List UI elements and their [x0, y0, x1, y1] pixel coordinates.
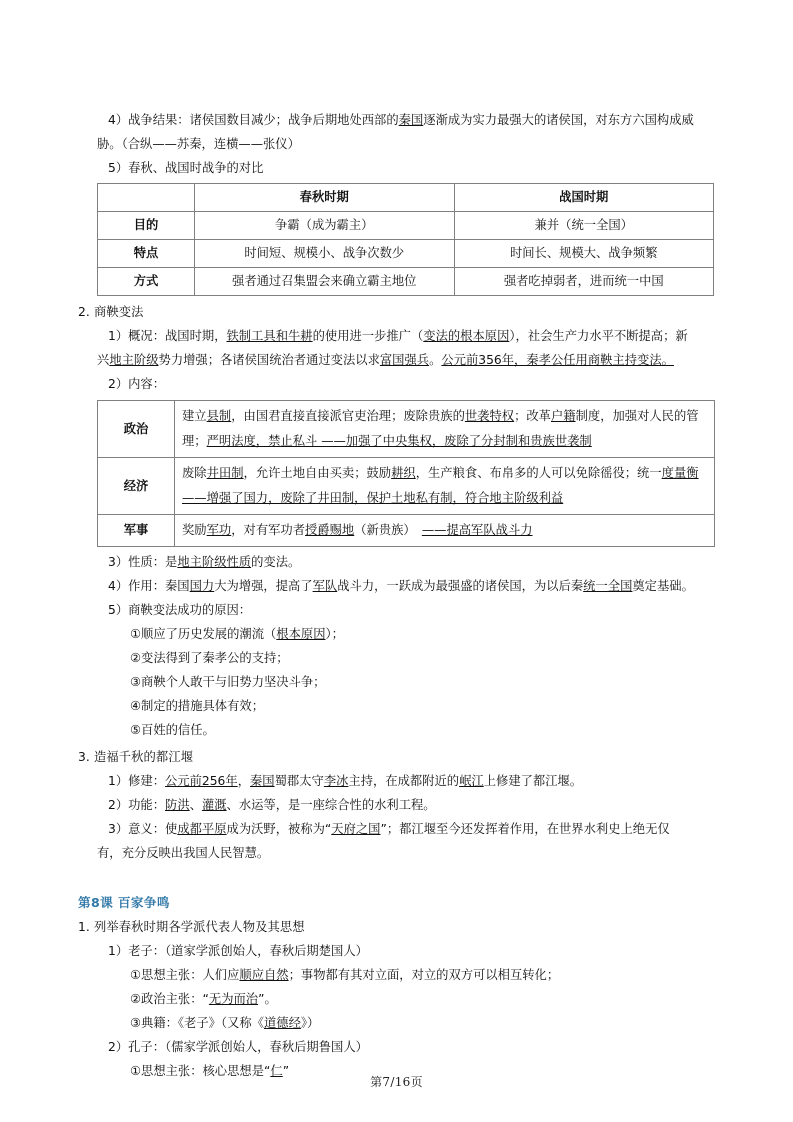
nature-underline: 地主阶级性质: [177, 555, 252, 569]
overview-mid1: 的使用进一步推广（: [312, 329, 424, 343]
mean-pre: 3）意义：使: [108, 822, 178, 836]
paragraph-laozi-label: [78, 939, 718, 963]
table-row: [98, 268, 714, 296]
effect-mid2: 战斗力，一跃成为最强盛的诸侯国，为以后秦: [337, 579, 584, 593]
content-label-text: 2）内容：: [108, 377, 166, 391]
kongzi-1-underline: 仁: [270, 1064, 283, 1078]
mean-underline-tianfu: 天府之国: [331, 822, 381, 836]
economy-pre: 废除: [182, 466, 207, 480]
overview-mid2: ），社会生产力水平不断提高；新: [509, 329, 688, 343]
reason-1-pre: ①顺应了历史发展的潮流（: [130, 627, 277, 641]
politics-line-2: [182, 429, 707, 454]
paragraph-dujiangyan-build: [78, 769, 718, 793]
table-shangyang-reform-content: [97, 400, 715, 547]
lesson8-q1-text: 1. 列举春秋时期各学派代表人物及其思想: [78, 920, 305, 934]
cell-purpose-chunqiu: 争霸（成为霸主）: [195, 212, 455, 240]
laozi-1-underline: 顺应自然: [239, 968, 289, 982]
func-underline-irrigation: 灌溉: [201, 798, 227, 812]
cell-purpose-zhanguo: 兼并（统一全国）: [454, 212, 714, 240]
overview-line2b: 势力增强；各诸侯国统治者通过变法以求: [158, 353, 380, 367]
laozi-3-underline: 道德经: [264, 1016, 301, 1030]
row-label-features: 特点: [98, 240, 195, 268]
effect-mid1: 大为增强，提高了: [214, 579, 313, 593]
kongzi-1-pre: ①思想主张：核心思想是“: [130, 1064, 271, 1078]
build-post: 上修建了都江堰。: [483, 774, 583, 788]
military-underline-result: ——提高军队战斗力: [421, 523, 533, 537]
cell-economy-content: [175, 458, 715, 515]
politics-l2-pre: 理；: [182, 434, 207, 448]
economy-underline-jingtian: 井田制: [206, 466, 244, 480]
reason-3-text: ③商鞅个人敢干与旧势力坚决斗争；: [130, 675, 326, 689]
reason-1-post: ）；: [325, 627, 344, 641]
table-row: [98, 240, 714, 268]
politics-mid1: ，由国君直接直接派官吏治理；废除贵族的: [231, 409, 465, 423]
laozi-2-post: ”。: [258, 992, 277, 1006]
war-result-underline-qinguo: 秦国: [398, 113, 424, 127]
war-result-line1b: 逐渐成为实力最强大的诸侯国，对东方六国构成威: [423, 113, 694, 127]
reason-5-text: ⑤百姓的信任。: [130, 723, 215, 737]
heading-section-2: [78, 300, 718, 324]
paragraph-kongzi-label: [78, 1035, 718, 1059]
paragraph-laozi-politics: [78, 987, 718, 1011]
paragraph-overview: [78, 324, 718, 348]
politics-line-1: [182, 404, 707, 429]
paragraph-nature: [78, 550, 718, 574]
paragraph-war-result-cont: [78, 132, 718, 156]
overview-underline-rootcause: 变法的根本原因: [423, 329, 510, 343]
military-mid1: ，对有军功者: [231, 523, 306, 537]
economy-underline-duliangheng: 度量衡: [661, 466, 699, 480]
cell-politics-content: [175, 401, 715, 458]
section-3-title: 3. 造福千秋的都江堰: [78, 750, 194, 764]
military-mid2: （新贵族）: [354, 523, 422, 537]
war-result-line2: 胁。（合纵——苏秦，连横——张仪）: [97, 137, 300, 151]
politics-underline-centralize: 严明法度，禁止私斗 ——加强了中央集权，废除了分封制和贵族世袭制: [206, 434, 592, 448]
laozi-label-text: 1）老子：（道家学派创始人，春秋后期楚国人）: [108, 944, 368, 958]
func-underline-flood: 防洪: [165, 798, 190, 812]
build-underline-minjiang: 岷江: [459, 774, 484, 788]
paragraph-laozi-book: [78, 1011, 718, 1035]
economy-line-2: [182, 486, 707, 511]
cell-method-chunqiu: 强者通过召集盟会来确立霸主地位: [195, 268, 455, 296]
heading-section-3: [78, 745, 718, 769]
reason-2-text: ②变法得到了秦孝公的支持；: [130, 651, 289, 665]
table-header-zhanguo: 战国时期: [454, 184, 714, 212]
military-line-1: [182, 518, 707, 543]
paragraph-overview-cont: [78, 348, 718, 372]
economy-underline-gengzhi: 耕织: [391, 466, 416, 480]
section-spacer: [78, 865, 718, 891]
nature-pre: 3）性质：是: [108, 555, 178, 569]
table-header-chunqiu: 春秋时期: [195, 184, 455, 212]
overview-underline-landlord: 地主阶级: [109, 353, 159, 367]
paragraph-compare-heading: [78, 156, 718, 180]
economy-line-1: [182, 461, 707, 486]
reason-item: [78, 718, 718, 742]
kongzi-1-post: ”: [282, 1064, 290, 1078]
table-row: [98, 515, 715, 547]
build-mid1: ，: [237, 774, 250, 788]
reason-4-text: ④制定的措施具体有效；: [130, 699, 264, 713]
table-corner-cell: [98, 184, 195, 212]
overview-line2a: 兴: [97, 353, 110, 367]
compare-heading-text: 5）春秋、战国时战争的对比: [108, 161, 264, 175]
row-label-politics: 政治: [98, 401, 175, 458]
table-spring-autumn-vs-warring-states: [97, 183, 714, 296]
politics-underline-privilege: 世袭特权: [464, 409, 515, 423]
mean-underline-chengdu: 成都平原: [177, 822, 227, 836]
reason-1-underline: 根本原因: [276, 627, 326, 641]
mean-mid2: ”；都江堰至今还发挥着作用，在世界水利史上绝无仅: [380, 822, 670, 836]
build-underline-libing: 李冰: [323, 774, 349, 788]
paragraph-effect: [78, 574, 718, 598]
laozi-2-pre: ②政治主张：“: [130, 992, 209, 1006]
mean-mid1: 成为沃野，被称为“: [226, 822, 332, 836]
reason-item: [78, 622, 718, 646]
reason-item: [78, 646, 718, 670]
economy-mid2: ，生产粮食、布帛多的人可以免除徭役；统一: [415, 466, 662, 480]
military-underline-shoujue: 授爵赐地: [305, 523, 355, 537]
cell-military-content: [175, 515, 715, 547]
politics-mid2: ；改革: [514, 409, 551, 423]
paragraph-dujiangyan-meaning-cont: [78, 841, 718, 865]
overview-underline-rich: 富国强兵: [379, 353, 430, 367]
heading-lesson-8: [78, 891, 718, 915]
politics-post: 制度，加强对人民的管: [575, 409, 699, 423]
build-underline-qin: 秦国: [250, 774, 275, 788]
paragraph-laozi-thought: [78, 963, 718, 987]
war-result-line1: 4）战争结果：诸侯国数目减少；战争后期地处西部的: [108, 113, 399, 127]
row-label-purpose: 目的: [98, 212, 195, 240]
overview-underline-tools: 铁制工具和牛耕: [226, 329, 313, 343]
table-row-header: [98, 184, 714, 212]
row-label-economy: 经济: [98, 458, 175, 515]
overview-line2c: 。: [429, 353, 442, 367]
section-2-title: 2. 商鞅变法: [78, 305, 144, 319]
build-pre: 1）修建：: [108, 774, 166, 788]
laozi-3-post: 》）: [300, 1016, 320, 1030]
cell-method-zhanguo: 强者吃掉弱者，进而统一中国: [454, 268, 714, 296]
military-underline-jungong: 军功: [206, 523, 232, 537]
politics-pre: 建立: [182, 409, 207, 423]
paragraph-content-label: [78, 372, 718, 396]
economy-underline-result: ——增强了国力，废除了井田制，保护土地私有制，符合地主阶级利益: [182, 491, 564, 505]
func-mid1: 、: [189, 798, 202, 812]
laozi-2-underline: 无为而治: [208, 992, 259, 1006]
economy-mid1: ，允许土地自由买卖；鼓励: [243, 466, 392, 480]
reason-item: [78, 670, 718, 694]
build-mid3: 主持，在成都附近的: [348, 774, 460, 788]
mean-line2: 有，充分反映出我国人民智慧。: [97, 846, 270, 860]
effect-pre: 4）作用：秦国: [108, 579, 190, 593]
document-body: [78, 108, 718, 1083]
paragraph-reasons-label: [78, 598, 718, 622]
effect-underline-guoli: 国力: [189, 579, 215, 593]
politics-underline-huji: 户籍: [550, 409, 576, 423]
paragraph-war-result: [78, 108, 718, 132]
row-label-military: 军事: [98, 515, 175, 547]
reason-item: [78, 694, 718, 718]
military-pre: 奖励: [182, 523, 207, 537]
paragraph-dujiangyan-function: [78, 793, 718, 817]
heading-lesson8-q1: [78, 915, 718, 939]
table-row: [98, 212, 714, 240]
page-number: 第7/16页: [370, 1075, 423, 1089]
laozi-1-pre: ①思想主张：人们应: [130, 968, 240, 982]
effect-underline-army: 军队: [312, 579, 338, 593]
func-pre: 2）功能：: [108, 798, 166, 812]
lesson-8-title: 第8课 百家争鸣: [78, 895, 170, 910]
overview-underline-year: 公元前356年，秦孝公任用商鞅主持变法。: [441, 353, 674, 367]
build-mid2: 蜀郡太守: [274, 774, 324, 788]
politics-underline-xianzhi: 县制: [206, 409, 232, 423]
paragraph-dujiangyan-meaning: [78, 817, 718, 841]
laozi-3-pre: ③典籍：《老子》（又称《: [130, 1016, 264, 1030]
page-footer: [0, 1073, 793, 1090]
row-label-method: 方式: [98, 268, 195, 296]
reasons-label-text: 5）商鞅变法成功的原因：: [108, 603, 252, 617]
cell-features-zhanguo: 时间长、规模大、战争频繁: [454, 240, 714, 268]
effect-post: 奠定基础。: [632, 579, 694, 593]
nature-post: 的变法。: [251, 555, 301, 569]
build-underline-year: 公元前256年: [165, 774, 238, 788]
table-row: [98, 458, 715, 515]
laozi-1-post: ；事物都有其对立面，对立的双方可以相互转化；: [288, 968, 560, 982]
table-row: [98, 401, 715, 458]
kongzi-label-text: 2）孔子：（儒家学派创始人，春秋后期鲁国人）: [108, 1040, 368, 1054]
func-post: 、水运等，是一座综合性的水利工程。: [226, 798, 436, 812]
cell-features-chunqiu: 时间短、规模小、战争次数少: [195, 240, 455, 268]
effect-underline-unify: 统一全国: [583, 579, 633, 593]
overview-label: 1）概况：战国时期，: [108, 329, 227, 343]
